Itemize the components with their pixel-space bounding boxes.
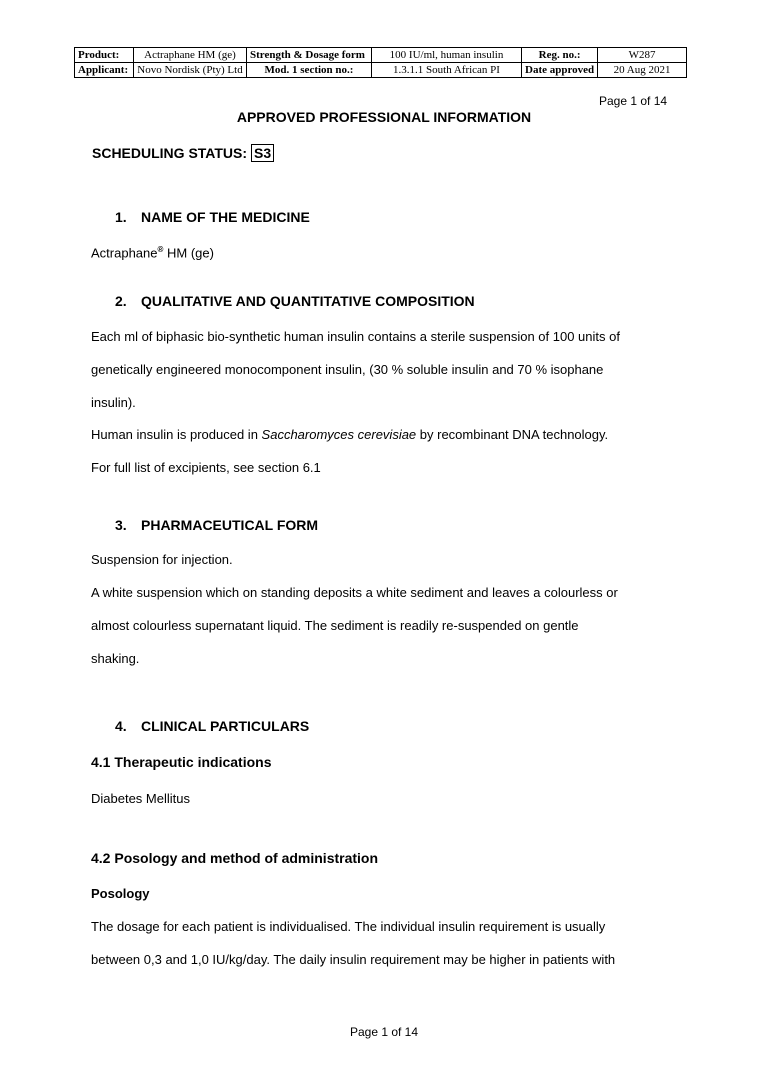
section-2-line-4-pre: Human insulin is produced in — [91, 427, 262, 442]
section-4-number: 4. — [115, 718, 127, 734]
reg-value: W287 — [598, 48, 687, 63]
scheduling-status — [92, 145, 274, 161]
section-4-title: CLINICAL PARTICULARS — [141, 718, 310, 734]
product-value: Actraphane HM (ge) — [134, 48, 247, 63]
mod-value: 1.3.1.1 South African PI — [372, 63, 522, 78]
date-label: Date approved — [522, 63, 598, 78]
subsection-4-2-title: 4.2 Posology and method of administration — [91, 850, 379, 866]
subsection-4-1-title: 4.1 Therapeutic indications — [91, 754, 272, 770]
section-3-line-1: Suspension for injection. — [91, 552, 233, 567]
scheduling-value-box: S3 — [251, 144, 274, 162]
date-value: 20 Aug 2021 — [598, 63, 687, 78]
product-header-table — [74, 47, 687, 78]
section-3-number: 3. — [115, 517, 127, 533]
section-2-heading — [115, 293, 475, 309]
medicine-name: Actraphane — [91, 245, 158, 261]
header-row-product — [75, 48, 687, 63]
product-label: Product: — [75, 48, 134, 63]
section-2-line-4-post: by recombinant DNA technology. — [416, 427, 609, 442]
section-2-line-5: For full list of excipients, see section 6.1 — [91, 460, 321, 475]
section-2-number: 2. — [115, 293, 127, 309]
section-3-title: PHARMACEUTICAL FORM — [141, 517, 319, 533]
subsection-4-1-text: Diabetes Mellitus — [91, 791, 190, 806]
header-row-applicant — [75, 63, 687, 78]
document-title — [0, 109, 768, 125]
organism-name: Saccharomyces cerevisiae — [261, 427, 417, 442]
scheduling-label: SCHEDULING STATUS: — [92, 145, 248, 161]
medicine-name-rest: HM (ge) — [163, 245, 214, 261]
document-title-text: APPROVED PROFESSIONAL INFORMATION — [236, 109, 532, 125]
section-1-heading — [115, 209, 310, 225]
strength-label: Strength & Dosage form — [247, 48, 372, 63]
section-3-line-2: A white suspension which on standing deposits a white sediment and leaves a colourless or — [91, 585, 618, 600]
reg-label: Reg. no.: — [522, 48, 598, 63]
posology-line-1: The dosage for each patient is individualised. The individual insulin requirement is usually — [91, 919, 606, 934]
applicant-value: Novo Nordisk (Pty) Ltd — [134, 63, 247, 78]
section-2-line-4 — [91, 427, 608, 442]
section-2-line-1: Each ml of biphasic bio-synthetic human insulin contains a sterile suspension of 100 units of — [91, 329, 620, 344]
section-4-heading — [115, 718, 309, 734]
section-3-line-4: shaking. — [91, 651, 140, 666]
registered-mark: ® — [157, 245, 164, 254]
section-2-line-3: insulin). — [91, 395, 136, 410]
page-number-footer: Page 1 of 14 — [349, 1025, 419, 1039]
section-3-line-3: almost colourless supernatant liquid. The sediment is readily re-suspended on gentle — [91, 618, 579, 633]
section-1-number: 1. — [115, 209, 127, 225]
section-2-line-2: genetically engineered monocomponent insulin, (30 % soluble insulin and 70 % isophane — [91, 362, 604, 377]
section-1-title: NAME OF THE MEDICINE — [141, 209, 310, 225]
mod-label: Mod. 1 section no.: — [247, 63, 372, 78]
section-1-text — [91, 245, 214, 260]
strength-value: 100 IU/ml, human insulin — [372, 48, 522, 63]
applicant-label: Applicant: — [75, 63, 134, 78]
posology-line-2: between 0,3 and 1,0 IU/kg/day. The daily insulin requirement may be higher in patients with — [91, 952, 616, 967]
section-3-heading — [115, 517, 318, 533]
section-2-title: QUALITATIVE AND QUANTITATIVE COMPOSITION — [141, 293, 475, 309]
posology-heading: Posology — [91, 886, 150, 901]
page-number-top: Page 1 of 14 — [599, 94, 668, 108]
